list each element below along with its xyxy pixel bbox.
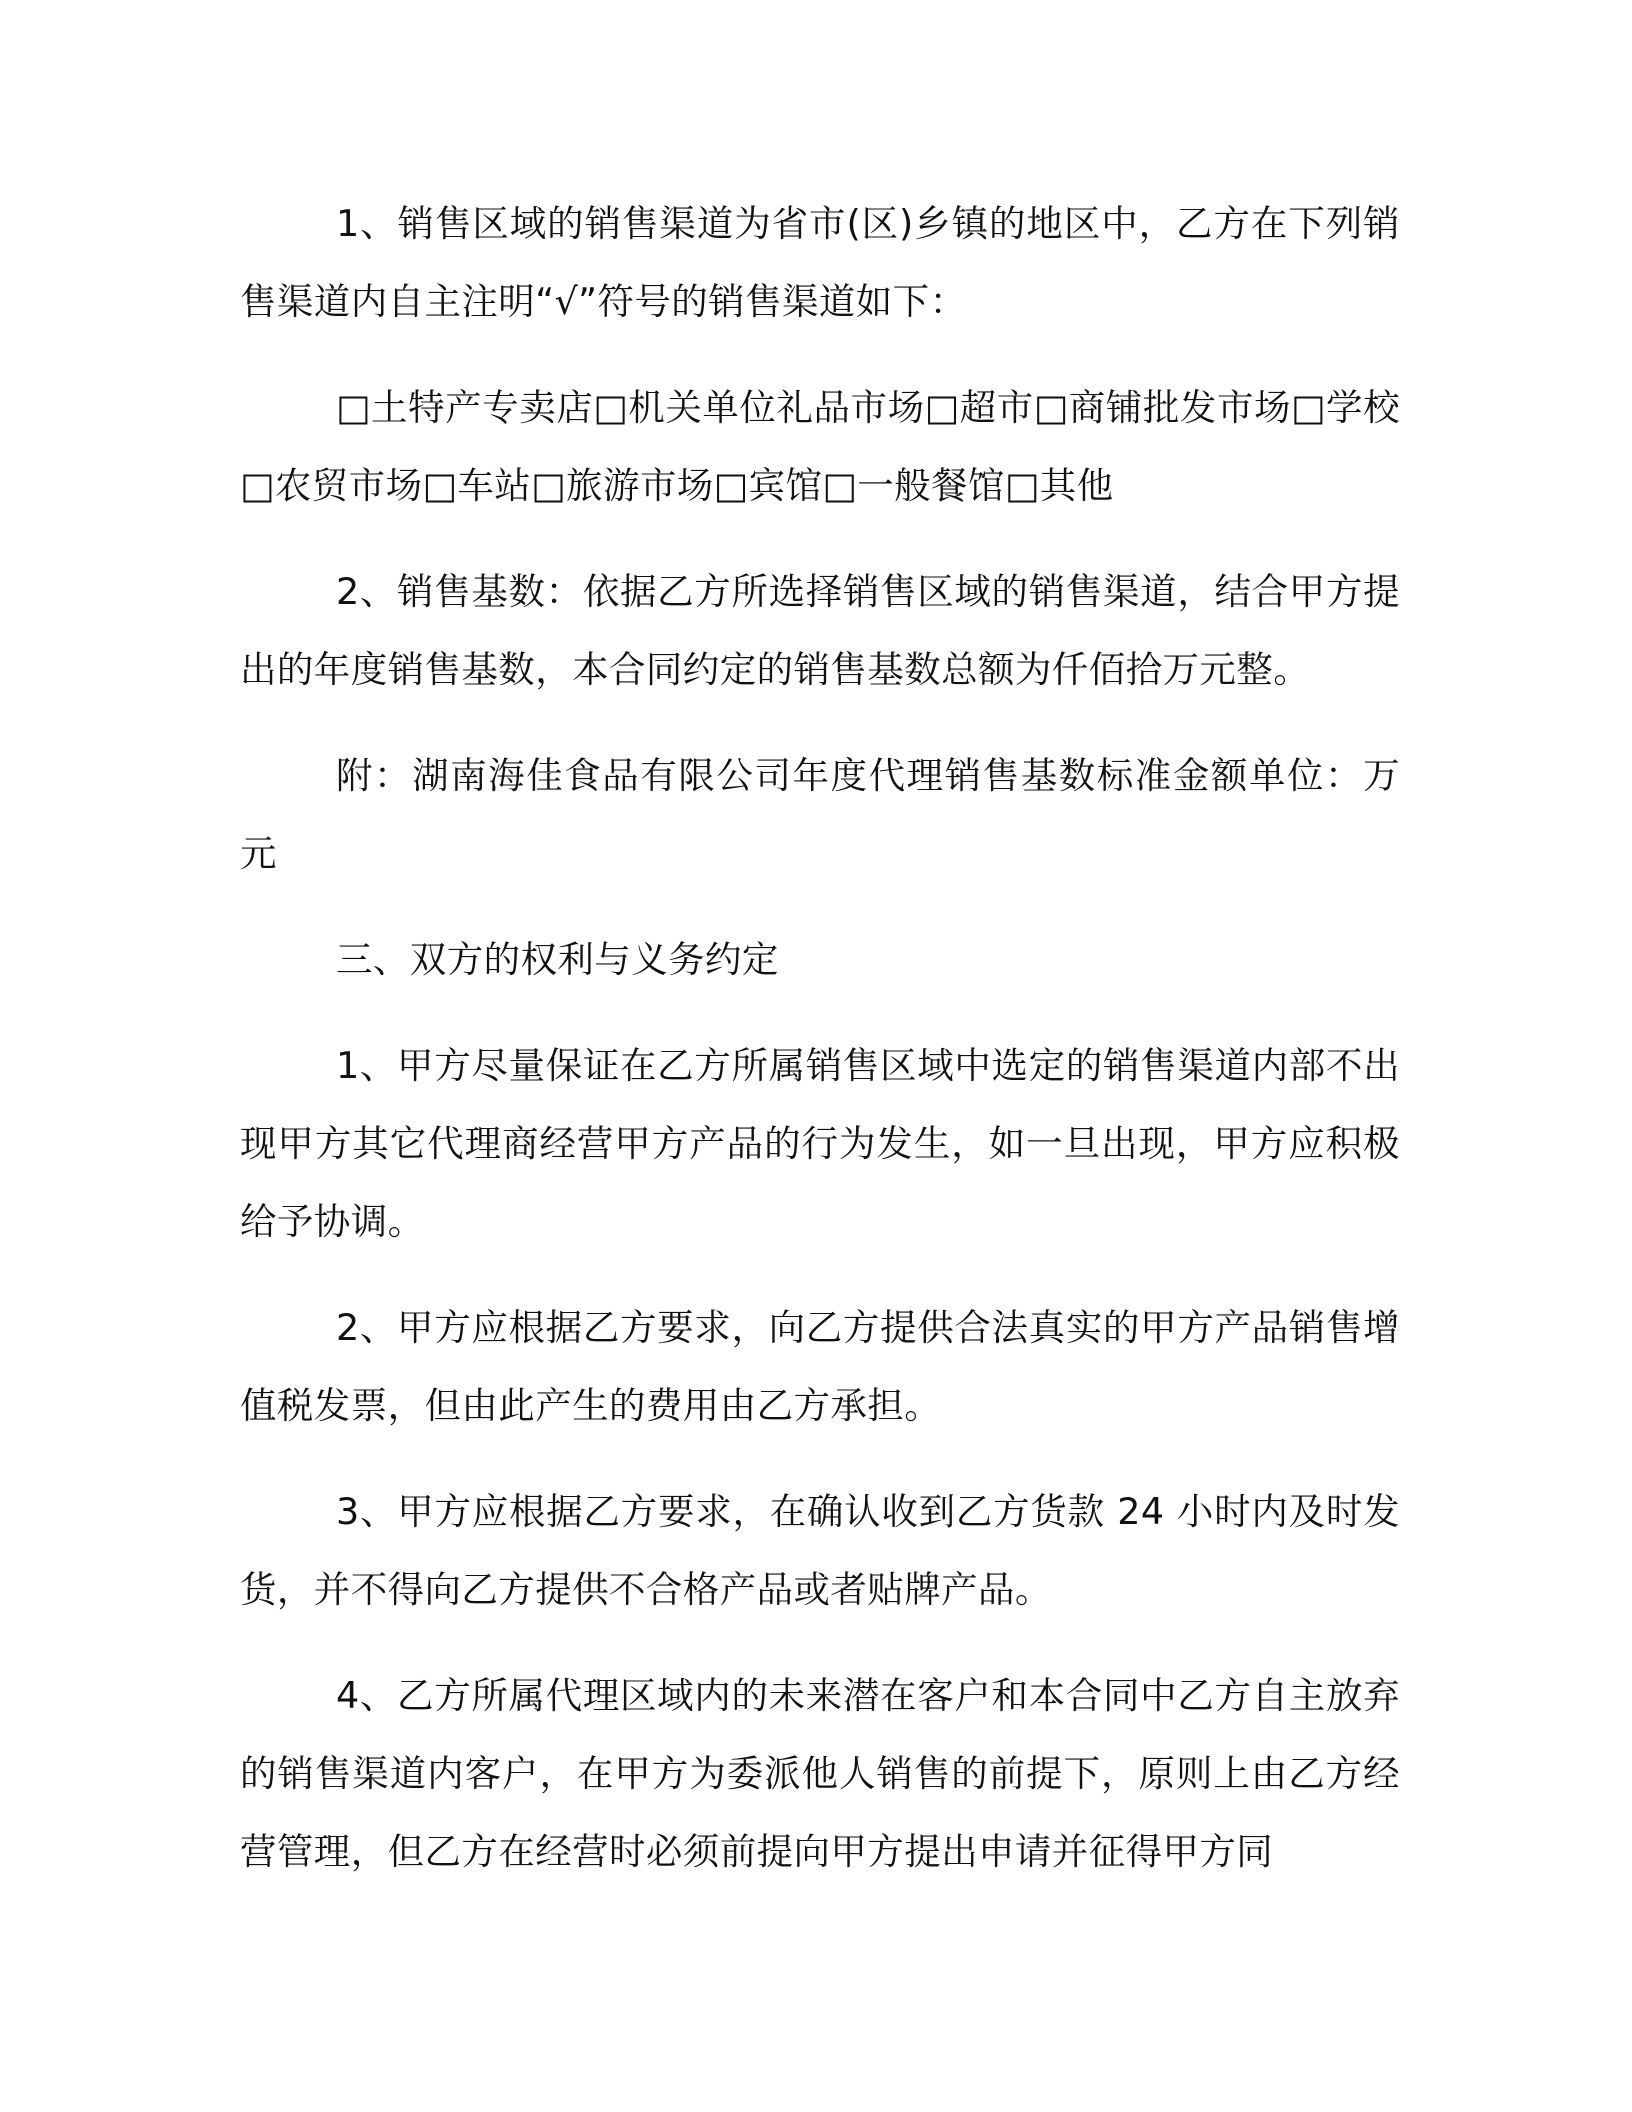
- clause-sales-base: 2、销售基数：依据乙方所选择销售区域的销售渠道，结合甲方提出的年度销售基数，本合同约定的销售基数总额为仟佰拾万元整。: [240, 570, 1400, 691]
- clause-sales-channel: 1、销售区域的销售渠道为省市(区)乡镇的地区中，乙方在下列销售渠道内自主注明“√”符号的销售渠道如下：: [240, 202, 1400, 323]
- appendix-note: 附：湖南海佳食品有限公司年度代理销售基数标准金额单位：万元: [240, 754, 1400, 875]
- clause-party-a-exclusivity: 1、甲方尽量保证在乙方所属销售区域中选定的销售渠道内部不出现甲方其它代理商经营甲方产品的行为发生，如一旦出现，甲方应积极给予协调。: [240, 1044, 1400, 1243]
- document-page: [240, 185, 1400, 1919]
- section-heading-rights-obligations: 三、双方的权利与义务约定: [336, 938, 779, 981]
- clause-party-b-potential-clients: 4、乙方所属代理区域内的未来潜在客户和本合同中乙方自主放弃的销售渠道内客户，在甲方为委派他人销售的前提下，原则上由乙方经营管理，但乙方在经营时必须前提向甲方提出申请并征得甲方同: [240, 1674, 1400, 1873]
- clause-party-a-invoice: 2、甲方应根据乙方要求，向乙方提供合法真实的甲方产品销售增值税发票，但由此产生的费用由乙方承担。: [240, 1306, 1400, 1427]
- clause-party-a-delivery: 3、甲方应根据乙方要求，在确认收到乙方货款 24 小时内及时发货，并不得向乙方提供不合格产品或者贴牌产品。: [240, 1490, 1400, 1611]
- channel-checklist: □土特产专卖店□机关单位礼品市场□超市□商铺批发市场□学校□农贸市场□车站□旅游市场□宾馆□一般餐馆□其他: [240, 386, 1400, 507]
